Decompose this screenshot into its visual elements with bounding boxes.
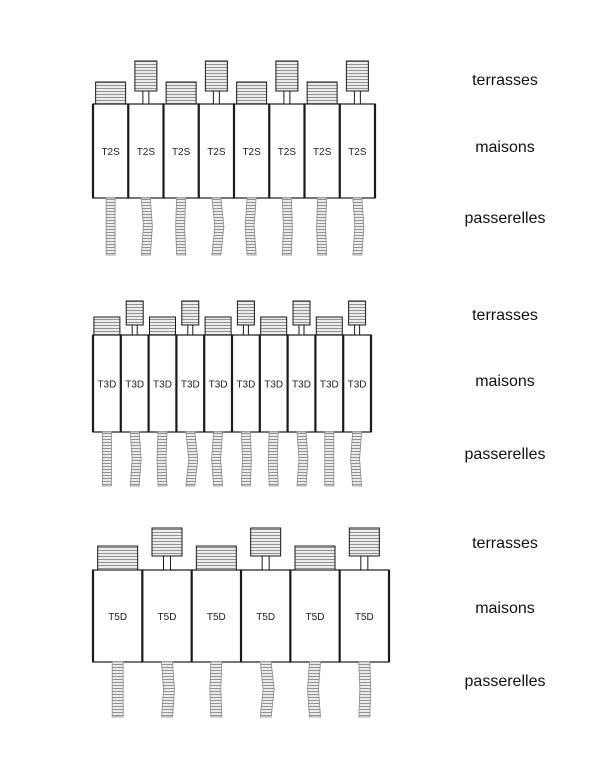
house-unit [315, 317, 343, 486]
terrasse [237, 82, 267, 104]
terrasse [96, 82, 126, 104]
house-code: T3D [180, 379, 200, 391]
house-code: T5D [108, 612, 128, 623]
terrasse-raised [346, 61, 368, 91]
terrasse [295, 546, 335, 570]
house-code: T5D [206, 612, 226, 623]
passerelle [268, 432, 278, 486]
house-code: T3D [208, 379, 228, 391]
house-code: T3D [292, 379, 311, 391]
house-unit [149, 317, 177, 486]
house-code: T3D [264, 379, 284, 391]
house-code: T2S [242, 147, 261, 158]
house-unit [232, 301, 260, 486]
house-code: T5D [256, 612, 276, 623]
house-unit [288, 301, 316, 486]
passerelle [359, 662, 371, 717]
passerelle [351, 432, 362, 486]
passerelle [141, 198, 152, 255]
terrasse [261, 317, 287, 335]
house-code: T2S [101, 147, 120, 158]
house-code: T2S [277, 147, 297, 158]
terrasse-raised [152, 528, 182, 556]
terrasse-stem [355, 325, 360, 335]
house-code: T5D [305, 612, 325, 623]
passerelle [106, 198, 115, 255]
house-unit [340, 61, 375, 255]
house-code: T2S [136, 147, 156, 158]
house-unit [199, 61, 234, 255]
house-code: T3D [125, 379, 145, 391]
group-t2s [93, 61, 375, 255]
terrasse-stem [354, 91, 360, 104]
house-unit [305, 82, 340, 255]
house-code: T2S [207, 147, 226, 158]
terrasse-stem [284, 91, 290, 104]
house-code: T3D [153, 379, 172, 391]
label-passerelles-1: passerelles [464, 210, 546, 227]
house-unit [121, 301, 149, 486]
label-maisons-2: maisons [475, 373, 535, 390]
passerelle [245, 198, 256, 255]
passerelle [212, 198, 224, 255]
terrasse-raised [237, 301, 254, 325]
house-unit [128, 61, 163, 255]
terrasse-stem [164, 556, 171, 570]
terrasse-stem [143, 91, 149, 104]
house-code: T3D [97, 379, 117, 391]
terrasse-raised [205, 61, 227, 91]
terrasse [166, 82, 196, 104]
terrasse-stem [262, 556, 269, 570]
house-code: T2S [312, 147, 332, 158]
passerelle [260, 662, 274, 717]
house-unit [234, 82, 269, 255]
house-code: T3D [319, 379, 339, 391]
passerelle [130, 432, 141, 486]
terrasse [98, 546, 138, 570]
terrasse-stem [188, 325, 193, 335]
passerelle [297, 432, 308, 486]
house-unit [290, 546, 339, 717]
house-unit [142, 528, 191, 717]
passerelle [325, 432, 334, 486]
terrasse-raised [293, 301, 310, 325]
group-t3d [93, 301, 371, 486]
terrasse-raised [349, 528, 379, 556]
passerelle [317, 198, 327, 255]
house-code: T2S [171, 147, 191, 158]
passerelle [186, 432, 198, 486]
terrasse-raised [135, 61, 157, 91]
passerelle [162, 662, 175, 717]
passerelle [212, 432, 223, 486]
label-terrasses-2: terrasses [472, 307, 538, 324]
house-code: T2S [348, 147, 367, 158]
house-unit [269, 61, 304, 255]
label-terrasses-1: terrasses [472, 72, 538, 89]
terrasse-raised [251, 528, 281, 556]
terrasse-stem [361, 556, 368, 570]
house-code: T5D [354, 612, 374, 623]
terrasse [94, 317, 120, 335]
house-unit [93, 546, 142, 717]
passerelle [210, 662, 222, 717]
terrasse [307, 82, 337, 104]
house-unit [93, 317, 121, 486]
terrasse-stem [132, 325, 137, 335]
house-unit [164, 82, 199, 255]
label-passerelles-3: passerelles [464, 673, 546, 690]
terrasse-raised [182, 301, 199, 325]
house-unit [204, 317, 232, 486]
passerelle [112, 662, 123, 717]
label-maisons-1: maisons [475, 139, 535, 156]
passerelle [176, 198, 186, 255]
terrasse-raised [126, 301, 143, 325]
passerelle [241, 432, 251, 486]
house-unit [260, 317, 288, 486]
house-unit [93, 82, 128, 255]
house-unit [241, 528, 290, 717]
terrasse [316, 317, 342, 335]
terrasse [196, 546, 236, 570]
terrasse-stem [299, 325, 304, 335]
house-unit [192, 546, 241, 717]
passerelle [102, 432, 111, 486]
terrasse [150, 317, 176, 335]
passerelle [282, 198, 292, 255]
terrasse-stem [243, 325, 248, 335]
passerelle [157, 432, 167, 486]
group-t5d [93, 528, 389, 717]
terrasse [205, 317, 231, 335]
label-passerelles-2: passerelles [464, 446, 546, 463]
label-terrasses-3: terrasses [472, 535, 538, 552]
house-code: T3D [236, 379, 256, 391]
terrasse-raised [349, 301, 366, 325]
label-maisons-3: maisons [475, 600, 535, 617]
house-unit [343, 301, 371, 486]
passerelle [353, 198, 364, 255]
passerelle [308, 662, 321, 717]
terrasse-stem [213, 91, 219, 104]
house-code: T5D [157, 612, 177, 623]
house-unit [340, 528, 389, 717]
terrasse-raised [276, 61, 298, 91]
house-unit [176, 301, 204, 486]
house-code: T3D [347, 379, 367, 391]
